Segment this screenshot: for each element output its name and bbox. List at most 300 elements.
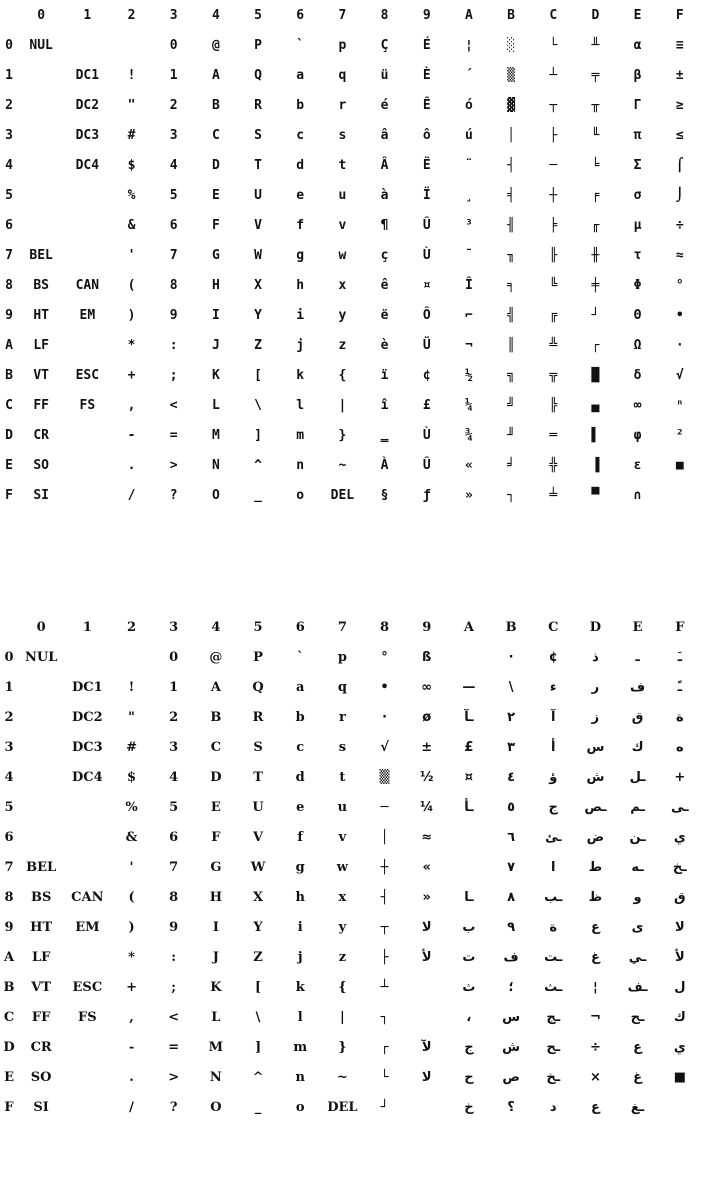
row-header: F xyxy=(4,1099,14,1115)
char-cell: 1 xyxy=(169,679,179,695)
char-cell: L xyxy=(211,397,220,413)
char-cell: ´ xyxy=(464,67,473,83)
char-cell: ▒ xyxy=(507,67,515,83)
char-cell: ÷ xyxy=(589,1039,601,1055)
row-header: 6 xyxy=(4,829,14,845)
char-cell: s xyxy=(338,127,347,143)
table-row xyxy=(0,240,701,270)
char-cell: n xyxy=(295,1069,305,1085)
char-cell: ╗ xyxy=(507,367,515,383)
char-cell xyxy=(659,480,701,510)
column-header: 4 xyxy=(211,619,221,635)
table-row xyxy=(0,450,701,480)
char-cell: _ xyxy=(254,1099,262,1115)
char-cell: • xyxy=(675,307,684,323)
char-cell: Ç xyxy=(380,37,389,53)
char-cell: ـئ xyxy=(545,829,562,845)
char-cell: ؛ xyxy=(508,979,514,995)
row-header: 9 xyxy=(5,307,13,323)
char-cell: ⌐ xyxy=(464,307,473,323)
char-cell: ي xyxy=(673,829,686,845)
char-cell: Ô xyxy=(422,307,431,323)
char-cell: ° xyxy=(675,277,684,293)
char-cell: ≥ xyxy=(675,97,684,113)
char-cell: ╤ xyxy=(591,67,600,83)
char-cell: p xyxy=(338,37,347,53)
char-cell: t xyxy=(338,157,347,173)
char-cell: ■ xyxy=(675,457,684,473)
char-cell: ا xyxy=(551,859,556,875)
char-cell: l xyxy=(296,397,305,413)
column-header: 3 xyxy=(169,7,178,23)
char-cell: S xyxy=(253,739,263,755)
char-cell: ▌ xyxy=(591,427,600,443)
char-cell: 3 xyxy=(169,739,179,755)
char-cell xyxy=(64,240,110,270)
char-cell: φ xyxy=(633,427,642,443)
char-cell: î xyxy=(380,397,389,413)
char-cell: + xyxy=(126,979,137,995)
char-cell: D xyxy=(210,769,222,785)
table-row xyxy=(0,912,701,942)
char-cell: , xyxy=(127,397,136,413)
char-cell: . xyxy=(127,457,136,473)
char-cell: Θ xyxy=(633,307,642,323)
char-cell: ص xyxy=(502,1069,520,1085)
char-cell: g xyxy=(296,247,305,263)
char-cell xyxy=(64,1032,110,1062)
char-cell: b xyxy=(296,97,305,113)
column-header: 6 xyxy=(295,619,305,635)
char-cell: ] xyxy=(254,1039,262,1055)
char-cell xyxy=(18,210,64,240)
char-cell: ├ xyxy=(380,949,389,965)
char-cell: ـغ xyxy=(630,1099,645,1115)
char-cell: ز xyxy=(591,709,600,725)
char-cell: E xyxy=(211,187,220,203)
column-header: 5 xyxy=(253,619,263,635)
column-header: 8 xyxy=(380,7,389,23)
char-cell: ╟ xyxy=(549,247,558,263)
column-header: 2 xyxy=(127,7,136,23)
char-cell: CR xyxy=(33,427,49,443)
char-cell: K xyxy=(210,979,222,995)
char-cell: ? xyxy=(169,1099,178,1115)
char-cell: ¼ xyxy=(419,799,434,815)
char-cell xyxy=(64,1062,110,1092)
char-cell: ر xyxy=(591,679,600,695)
char-cell: Ù xyxy=(422,427,431,443)
char-cell: ├ xyxy=(549,127,558,143)
char-cell: ? xyxy=(169,487,178,503)
table-row xyxy=(0,732,701,762)
char-cell: [ xyxy=(254,979,262,995)
char-cell: ش xyxy=(586,769,605,785)
char-cell: ╔ xyxy=(549,307,558,323)
char-cell: ╛ xyxy=(507,457,515,473)
char-cell: 7 xyxy=(169,247,178,263)
char-cell: % xyxy=(125,799,138,815)
char-cell: ق xyxy=(674,889,686,905)
char-cell: C xyxy=(211,127,220,143)
char-cell: س xyxy=(502,1009,521,1025)
char-cell: ـه xyxy=(631,859,644,875)
char-cell: + xyxy=(674,769,686,785)
char-cell: ╥ xyxy=(591,97,600,113)
char-cell: G xyxy=(210,859,222,875)
char-cell: لا xyxy=(421,1069,432,1085)
char-cell: ) xyxy=(127,307,136,323)
char-cell: ) xyxy=(128,919,135,935)
char-cell: ع xyxy=(633,1039,643,1055)
char-cell: ¸ xyxy=(464,187,473,203)
char-cell: ٢ xyxy=(507,709,516,725)
char-cell: ة xyxy=(675,709,684,725)
char-cell: x xyxy=(338,889,347,905)
char-cell: ╠ xyxy=(549,397,558,413)
char-cell xyxy=(18,792,64,822)
char-cell xyxy=(448,822,490,852)
char-cell: - xyxy=(127,427,136,443)
char-cell: ـت xyxy=(544,949,563,965)
char-cell: Z xyxy=(254,337,262,353)
char-cell: ـل xyxy=(629,769,646,785)
column-header-row xyxy=(0,612,701,642)
char-cell: > xyxy=(168,1069,180,1085)
char-cell: ¬ xyxy=(464,337,473,353)
char-cell: DC2 xyxy=(72,709,103,725)
char-cell: | xyxy=(338,397,347,413)
table-row xyxy=(0,60,701,90)
char-cell: _ xyxy=(254,487,262,503)
char-cell: ┌ xyxy=(380,1039,389,1055)
char-cell: ╧ xyxy=(549,487,558,503)
char-cell: : xyxy=(171,949,177,965)
char-cell: e xyxy=(296,187,305,203)
char-cell: * xyxy=(128,949,135,965)
column-header: 9 xyxy=(422,7,431,23)
char-cell: é xyxy=(380,97,389,113)
row-header: 3 xyxy=(5,127,13,143)
char-cell: t xyxy=(339,769,346,785)
char-cell: d xyxy=(295,769,305,785)
char-cell: B xyxy=(211,97,220,113)
char-cell xyxy=(18,120,64,150)
char-cell: U xyxy=(254,187,262,203)
char-cell: w xyxy=(338,247,347,263)
char-cell: ـف xyxy=(627,979,648,995)
char-cell: è xyxy=(380,337,389,353)
char-cell: * xyxy=(127,337,136,353)
char-cell: δ xyxy=(633,367,642,383)
char-cell: ¢ xyxy=(422,367,431,383)
char-cell: | xyxy=(340,1009,345,1025)
char-cell: J xyxy=(212,949,219,965)
char-cell: لا xyxy=(421,919,432,935)
char-cell: ـا xyxy=(464,889,474,905)
char-cell: ° xyxy=(381,649,388,665)
char-cell: ∩ xyxy=(633,487,642,503)
char-cell: f xyxy=(296,217,305,233)
char-cell: 4 xyxy=(169,769,179,785)
char-cell: ∞ xyxy=(633,397,642,413)
char-cell: ، xyxy=(466,1009,472,1025)
char-cell: α xyxy=(633,37,642,53)
char-cell: ¦ xyxy=(464,37,473,53)
char-cell: β xyxy=(633,67,642,83)
char-cell: Ë xyxy=(422,157,431,173)
char-cell: ك xyxy=(631,739,644,755)
column-header: 7 xyxy=(338,7,347,23)
row-header: 2 xyxy=(5,97,13,113)
char-cell: ü xyxy=(380,67,389,83)
table-row xyxy=(0,702,701,732)
char-cell: ! xyxy=(127,67,136,83)
char-cell xyxy=(18,702,64,732)
char-cell: ≈ xyxy=(421,829,433,845)
table-row xyxy=(0,180,701,210)
char-cell: r xyxy=(338,97,347,113)
char-cell: Γ xyxy=(633,97,642,113)
char-cell: ٤ xyxy=(507,769,516,785)
char-cell: u xyxy=(337,799,348,815)
char-cell: ESC xyxy=(75,367,100,383)
char-cell: B xyxy=(210,709,222,725)
corner-cell xyxy=(0,612,18,642)
char-cell: 8 xyxy=(169,889,179,905)
char-cell: ‗ xyxy=(380,427,389,443)
char-cell: ┤ xyxy=(380,889,389,905)
char-cell: ┘ xyxy=(591,307,600,323)
column-header: 5 xyxy=(254,7,262,23)
table-row xyxy=(0,822,701,852)
char-cell: LF xyxy=(33,337,49,353)
char-cell: ╖ xyxy=(507,247,515,263)
char-cell: 3 xyxy=(169,127,178,143)
char-cell: ┤ xyxy=(507,157,515,173)
char-cell: ⁿ xyxy=(675,397,684,413)
char-cell xyxy=(18,60,64,90)
char-cell: ░ xyxy=(507,37,515,53)
char-cell: ¾ xyxy=(464,427,473,443)
char-cell: ( xyxy=(128,889,135,905)
char-cell: ╚ xyxy=(549,277,558,293)
char-cell: ▒ xyxy=(379,769,390,785)
char-cell: DEL xyxy=(327,1099,358,1115)
table-row xyxy=(0,792,701,822)
column-header: B xyxy=(505,619,517,635)
char-cell: W xyxy=(254,247,262,263)
char-cell: SO xyxy=(33,457,49,473)
char-cell: > xyxy=(169,457,178,473)
char-cell: · xyxy=(675,337,684,353)
char-cell: ه xyxy=(675,739,684,755)
char-cell xyxy=(659,1092,701,1122)
char-cell: 0 xyxy=(169,37,178,53)
row-header: A xyxy=(3,949,15,965)
char-cell: H xyxy=(211,277,220,293)
char-cell: ╩ xyxy=(549,337,558,353)
char-cell: ▐ xyxy=(591,457,600,473)
char-cell: W xyxy=(250,859,266,875)
char-cell: ï xyxy=(380,367,389,383)
char-cell: آ xyxy=(551,709,556,725)
char-cell: ¯ xyxy=(464,247,473,263)
char-cell: BS xyxy=(30,889,52,905)
char-cell xyxy=(110,642,152,672)
char-cell: z xyxy=(338,337,347,353)
row-header: 5 xyxy=(5,187,13,203)
char-cell: o xyxy=(295,1099,305,1115)
char-cell: X xyxy=(254,277,262,293)
column-header: 4 xyxy=(211,7,220,23)
row-header: 2 xyxy=(4,709,14,725)
char-cell: / xyxy=(129,1099,134,1115)
char-cell: $ xyxy=(127,157,136,173)
char-cell: ⌡ xyxy=(675,187,684,203)
char-cell: ╓ xyxy=(591,217,600,233)
char-cell: ± xyxy=(675,67,684,83)
char-cell: ≡ xyxy=(675,37,684,53)
char-cell xyxy=(64,180,110,210)
char-cell: 4 xyxy=(169,157,178,173)
char-cell: ¨ xyxy=(464,157,473,173)
char-cell: k xyxy=(296,367,305,383)
char-cell: ¤ xyxy=(464,769,474,785)
char-cell: 5 xyxy=(169,799,179,815)
char-cell xyxy=(64,30,110,60)
char-cell: غ xyxy=(590,949,600,965)
char-cell: ╘ xyxy=(591,157,600,173)
char-cell: ² xyxy=(675,427,684,443)
row-header: E xyxy=(5,457,13,473)
char-cell: U xyxy=(252,799,264,815)
char-cell: J xyxy=(211,337,220,353)
char-cell: k xyxy=(295,979,305,995)
char-cell: ┼ xyxy=(549,187,558,203)
char-cell: DC2 xyxy=(75,97,100,113)
char-cell: ـح xyxy=(630,1009,645,1025)
char-cell: VT xyxy=(33,367,49,383)
row-header: E xyxy=(4,1069,14,1085)
char-cell: < xyxy=(169,397,178,413)
column-header: 2 xyxy=(127,619,137,635)
char-cell: ¦ xyxy=(593,979,598,995)
char-cell: z xyxy=(338,949,347,965)
char-cell: w xyxy=(336,859,348,875)
char-cell: # xyxy=(127,127,136,143)
char-cell: ╪ xyxy=(591,277,600,293)
char-cell: ó xyxy=(464,97,473,113)
char-cell: / xyxy=(127,487,136,503)
char-cell: ╢ xyxy=(507,217,515,233)
char-cell: ─ xyxy=(380,799,389,815)
char-cell: ▄ xyxy=(591,397,600,413)
char-cell: L xyxy=(211,1009,221,1025)
char-cell: o xyxy=(296,487,305,503)
char-cell: a xyxy=(296,67,305,83)
char-cell: N xyxy=(211,457,220,473)
char-cell: · xyxy=(508,649,514,665)
char-cell: ⌠ xyxy=(675,157,684,173)
char-cell: Û xyxy=(422,217,431,233)
char-cell: d xyxy=(296,157,305,173)
char-cell: v xyxy=(338,829,347,845)
char-cell xyxy=(18,732,64,762)
char-cell: ^ xyxy=(252,1069,264,1085)
char-cell: CAN xyxy=(75,277,100,293)
char-cell: EM xyxy=(79,307,96,323)
char-cell: e xyxy=(296,799,305,815)
char-cell: BS xyxy=(33,277,49,293)
char-cell: ▓ xyxy=(507,97,515,113)
char-cell xyxy=(64,450,110,480)
row-header: 1 xyxy=(4,679,14,695)
char-cell: ـم xyxy=(630,799,645,815)
char-cell: أ xyxy=(551,739,556,755)
char-cell: A xyxy=(210,679,221,695)
char-cell xyxy=(18,672,64,702)
table-row xyxy=(0,852,701,882)
char-cell: DEL xyxy=(330,487,355,503)
column-header: D xyxy=(589,619,602,635)
char-cell: ـن xyxy=(629,829,646,845)
column-header: 7 xyxy=(337,619,347,635)
row-header: 7 xyxy=(4,859,14,875)
row-header: D xyxy=(3,1039,15,1055)
char-cell: ] xyxy=(254,427,262,443)
char-cell: T xyxy=(254,157,262,173)
char-cell: DC1 xyxy=(75,67,100,83)
char-cell xyxy=(406,972,448,1002)
char-cell xyxy=(64,330,110,360)
char-cell: j xyxy=(296,337,305,353)
row-header: 5 xyxy=(4,799,14,815)
char-cell: 2 xyxy=(169,97,178,113)
char-cell: p xyxy=(337,649,347,665)
char-cell: ║ xyxy=(507,337,515,353)
column-header: B xyxy=(507,7,515,23)
char-cell: £ xyxy=(422,397,431,413)
char-cell: τ xyxy=(633,247,642,263)
char-cell xyxy=(64,1092,110,1122)
char-cell: ½ xyxy=(419,769,434,785)
char-cell: r xyxy=(338,709,346,725)
char-cell: ٦ xyxy=(507,829,516,845)
char-cell: y xyxy=(338,307,347,323)
char-cell: « xyxy=(464,457,473,473)
column-header: 6 xyxy=(296,7,305,23)
char-cell: Σ xyxy=(633,157,642,173)
char-cell: ┐ xyxy=(380,1009,389,1025)
row-header: C xyxy=(3,1009,15,1025)
table-row xyxy=(0,1062,701,1092)
column-header: D xyxy=(591,7,600,23)
char-cell: FS xyxy=(79,397,96,413)
char-cell: لآ xyxy=(421,1039,432,1055)
char-cell: " xyxy=(128,709,135,725)
char-cell: ; xyxy=(171,979,177,995)
char-cell: y xyxy=(338,919,347,935)
char-cell: ; xyxy=(169,367,178,383)
char-cell: ╝ xyxy=(507,397,515,413)
char-cell: ت xyxy=(462,949,476,965)
char-cell: ╡ xyxy=(507,187,515,203)
char-cell: ε xyxy=(633,457,642,473)
char-cell: m xyxy=(293,1039,308,1055)
table-row xyxy=(0,300,701,330)
column-header: A xyxy=(463,619,474,635)
